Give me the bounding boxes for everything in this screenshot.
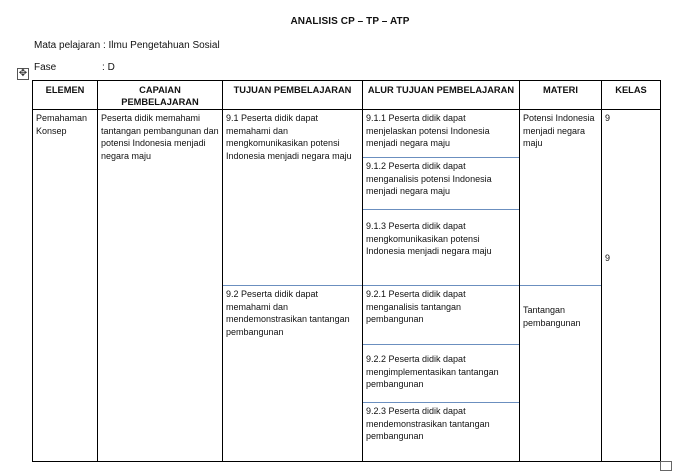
header-kelas: KELAS bbox=[602, 81, 661, 110]
meta-subject-separator: : bbox=[102, 40, 106, 51]
table-header-row bbox=[33, 81, 661, 110]
header-materi: MATERI bbox=[520, 81, 602, 110]
tujuan-item: 9.1 Peserta didik dapat memahami dan mengkomunikasikan potensi Indonesia menjadi negara maju bbox=[226, 113, 352, 161]
alur-item: 9.1.2 Peserta didik dapat menganalisis potensi Indonesia menjadi negara maju bbox=[363, 157, 519, 209]
cell-elemen: Pemahaman Konsep bbox=[33, 110, 98, 462]
alur-item: 9.1.3 Peserta didik dapat mengkomunikasikan potensi Indonesia menjadi negara maju bbox=[363, 209, 519, 285]
header-capaian: CAPAIAN PEMBELAJARAN bbox=[98, 81, 223, 110]
alur-item: 9.2.2 Peserta didik dapat mengimplementasikan tantangan pembangunan bbox=[363, 344, 519, 402]
meta-subject bbox=[34, 40, 220, 51]
meta-subject-value: Ilmu Pengetahuan Sosial bbox=[108, 40, 220, 51]
analysis-table bbox=[32, 80, 661, 462]
table-row bbox=[33, 110, 661, 462]
kelas-item: 9 bbox=[605, 113, 611, 123]
kelas-item: 9 bbox=[605, 253, 611, 263]
meta-phase bbox=[34, 62, 115, 73]
alur-item: 9.2.3 Peserta didik dapat mendemonstrasikan tantangan pembangunan bbox=[363, 402, 519, 461]
materi-item: Potensi Indonesia menjadi negara maju bbox=[523, 113, 595, 148]
cell-capaian: Peserta didik memahami tantangan pembangunan dan potensi Indonesia menjadi negara maju bbox=[98, 110, 223, 462]
tujuan-item: 9.2 Peserta didik dapat memahami dan mendemonstrasikan tantangan pembangunan bbox=[223, 285, 362, 461]
cell-alur bbox=[363, 110, 520, 462]
cell-materi bbox=[520, 110, 602, 462]
meta-phase-value: D bbox=[107, 62, 115, 73]
header-elemen: ELEMEN bbox=[33, 81, 98, 110]
header-alur: ALUR TUJUAN PEMBELAJARAN bbox=[363, 81, 520, 110]
table-move-icon[interactable]: ✥ bbox=[18, 68, 28, 79]
document-title: ANALISIS CP – TP – ATP bbox=[290, 16, 410, 27]
header-tujuan: TUJUAN PEMBELAJARAN bbox=[223, 81, 363, 110]
alur-item: 9.1.1 Peserta didik dapat menjelaskan potensi Indonesia menjadi negara maju bbox=[366, 113, 490, 148]
meta-phase-label: Fase bbox=[34, 62, 57, 73]
cell-kelas bbox=[602, 110, 661, 462]
meta-phase-separator: : bbox=[102, 62, 105, 73]
materi-item: Tantangan pembangunan bbox=[520, 285, 601, 461]
alur-item: 9.2.1 Peserta didik dapat menganalisis tantangan pembangunan bbox=[363, 285, 519, 344]
cell-tujuan bbox=[223, 110, 363, 462]
meta-subject-label: Mata pelajaran bbox=[34, 40, 101, 51]
